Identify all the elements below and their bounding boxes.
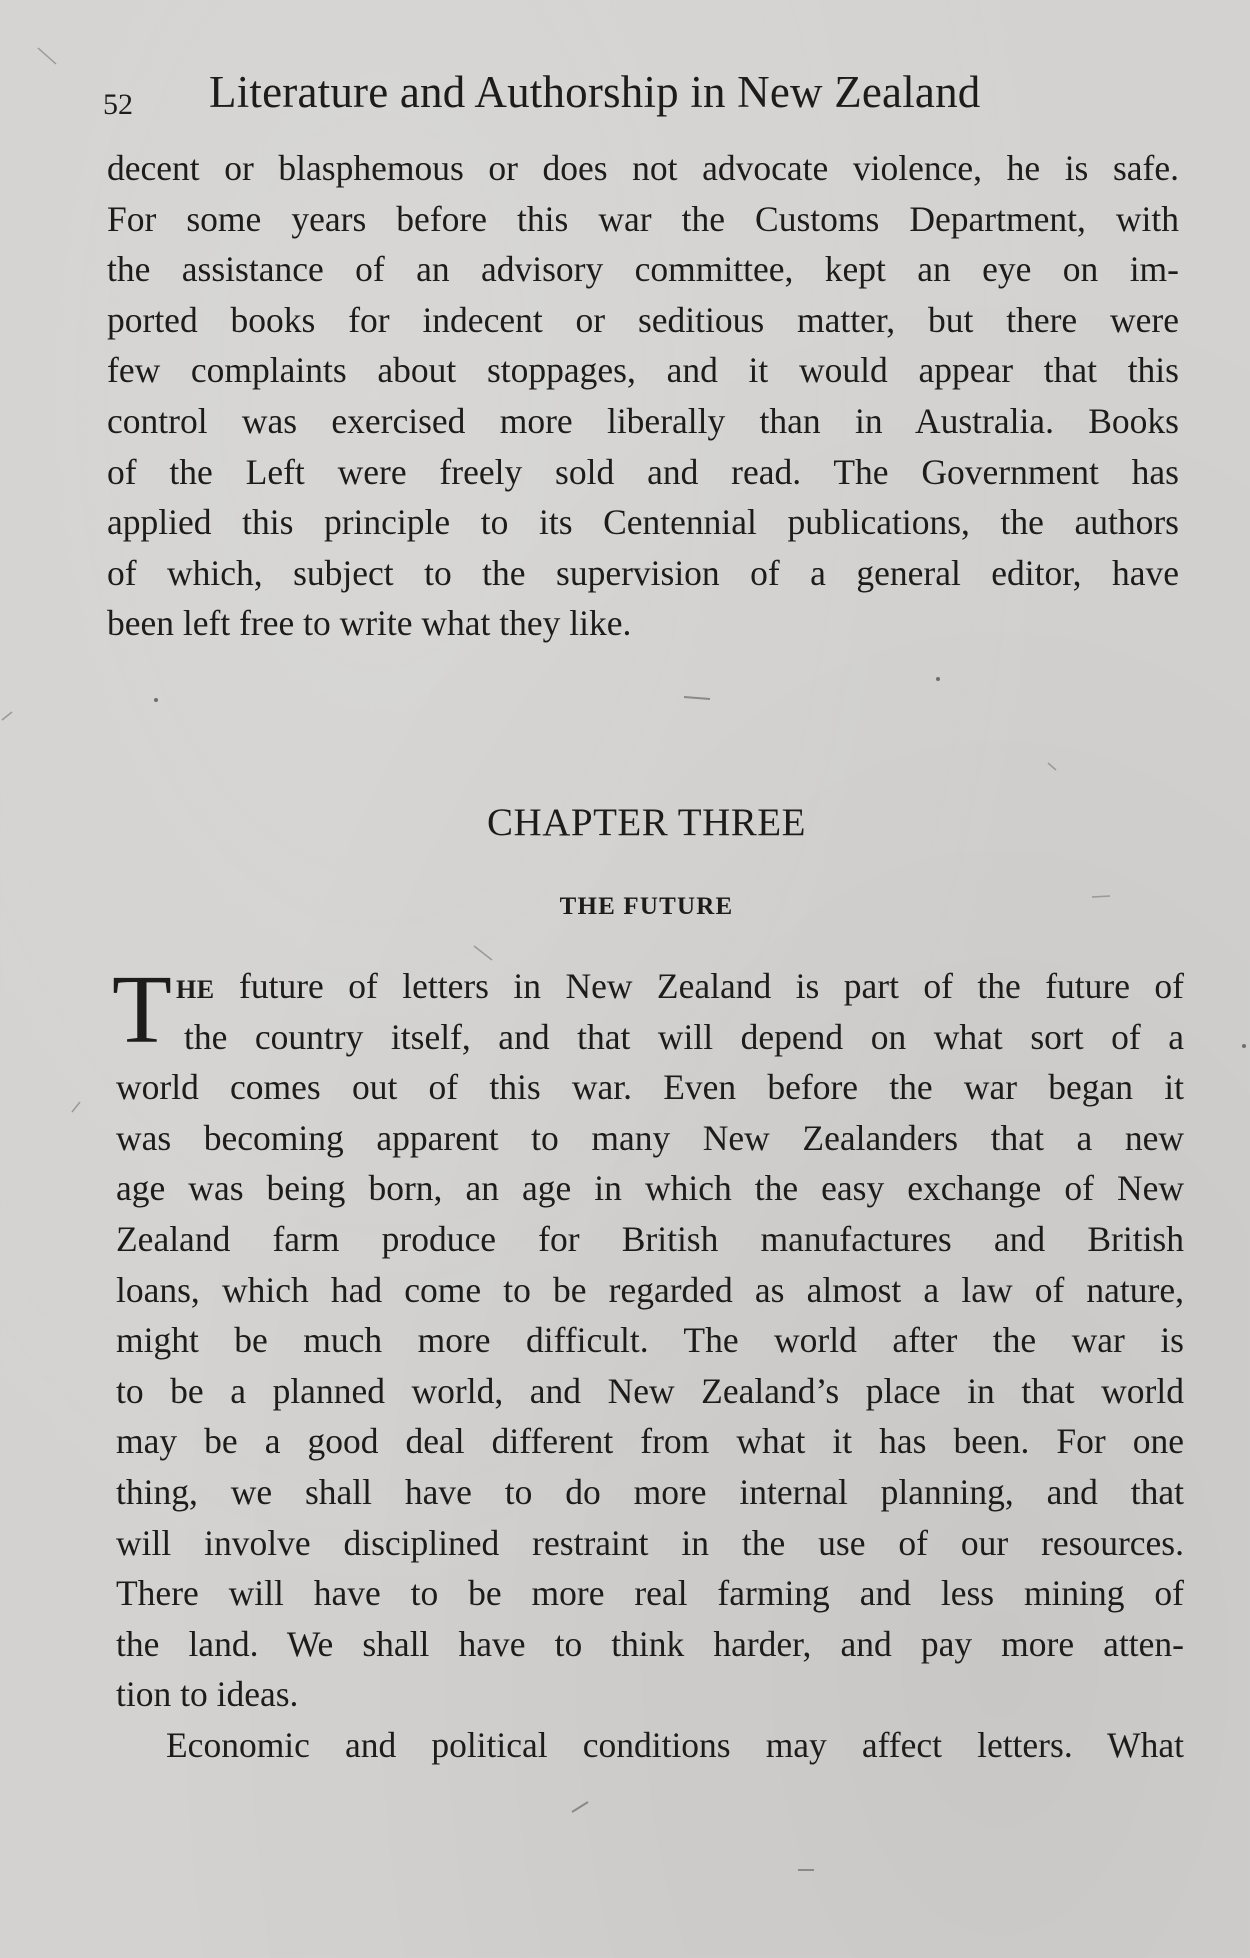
text-line: There will have to be more real farming and less mining of [116,1573,1184,1614]
text-line: may be a good deal different from what it has been. For one [116,1421,1184,1462]
lead-small-caps: HE [176,975,215,1004]
first-line-text: future of letters in New Zealand is part of the future of [214,966,1184,1006]
text-line: tion to ideas. [116,1674,299,1715]
top-paragraph [107,143,1179,649]
text-line: control was exercised more liberally than in Australia. Books [107,400,1179,441]
text-line: ported books for indecent or seditious matter, but there were [107,299,1179,340]
text-line: might be much more difficult. The world after the war is [116,1320,1184,1361]
page-number: 52 [103,88,133,121]
text-line: decent or blasphemous or does not advocate violence, he is safe. [107,148,1179,188]
running-title: Literature and Authorship in New Zealand [209,67,981,117]
text-line: been left free to write what they like. [107,603,632,644]
section-title: THE FUTURE [559,893,734,920]
text-line: the assistance of an advisory committee, kept an eye on im- [107,249,1179,290]
chapter-heading: CHAPTER THREE [487,801,806,844]
text-line: few complaints about stoppages, and it would appear that this [107,350,1179,391]
text-line: For some years before this war the Customs Department, with [107,198,1179,239]
text-line: of the Left were freely sold and read. The Government has [107,451,1179,492]
chapter-body [112,956,1184,1771]
text-line: applied this principle to its Centennial publications, the authors [107,502,1179,543]
text-line: was becoming apparent to many New Zealanders that a new [116,1117,1184,1158]
text-line: of which, subject to the supervision of a general editor, have [107,552,1179,593]
text-line: will involve disciplined restraint in the use of our resources. [116,1522,1184,1563]
text-line: Zealand farm produce for British manufactures and British [116,1218,1184,1259]
text-line: world comes out of this war. Even before the war began it [116,1067,1184,1108]
text-line: the country itself, and that will depend on what sort of a [184,1016,1184,1057]
text-line: thing, we shall have to do more internal planning, and that [116,1471,1184,1512]
next-paragraph-line: Economic and political conditions may affect letters. What [166,1724,1184,1765]
first-line [116,961,1184,1012]
text-line: the land. We shall have to think harder, and pay more atten- [116,1623,1184,1664]
running-head [103,66,1103,126]
text-line: age was being born, an age in which the easy exchange of New [116,1168,1184,1209]
text-line: loans, which had come to be regarded as almost a law of nature, [116,1269,1184,1310]
drop-cap: T [112,956,172,1064]
text-line: to be a planned world, and New Zealand’s place in that world [116,1370,1184,1411]
